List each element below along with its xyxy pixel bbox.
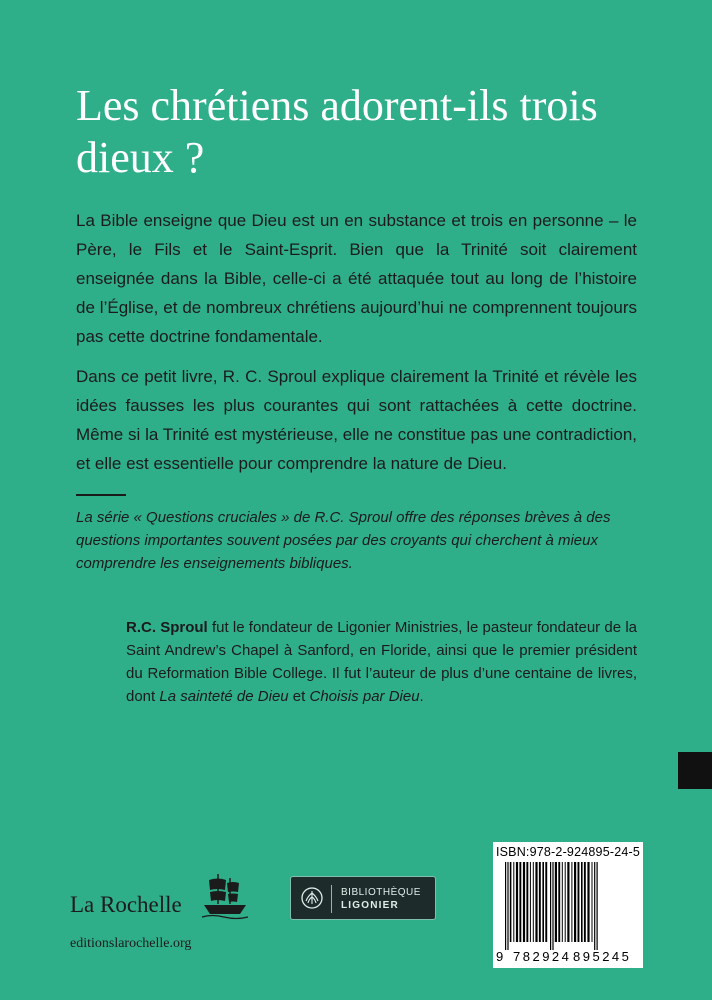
barcode-bar bbox=[574, 862, 576, 942]
barcode-bar bbox=[555, 862, 557, 942]
barcode-bar bbox=[530, 862, 531, 942]
blurb bbox=[76, 206, 637, 489]
imprint-line-1: BIBLIOTHÈQUE bbox=[341, 887, 421, 898]
barcode-bar bbox=[545, 862, 547, 942]
barcode-bar bbox=[587, 862, 589, 942]
barcode-bar bbox=[519, 862, 521, 942]
publisher-logo bbox=[70, 870, 270, 920]
author-bio bbox=[126, 616, 637, 708]
barcode-bar bbox=[565, 862, 566, 942]
divider-rule bbox=[76, 494, 126, 496]
isbn-digit-group-1: 782924 bbox=[513, 949, 572, 964]
barcode-bar bbox=[513, 862, 514, 942]
barcode-bar bbox=[526, 862, 528, 942]
book-title-1: La sainteté de Dieu bbox=[159, 688, 289, 705]
barcode-bar bbox=[571, 862, 572, 942]
barcode-bar bbox=[516, 862, 518, 942]
barcode-bar bbox=[507, 862, 508, 950]
barcode-bars bbox=[493, 862, 643, 950]
barcode-bar bbox=[550, 862, 551, 950]
barcode-bar bbox=[581, 862, 583, 942]
isbn-barcode bbox=[493, 842, 643, 968]
cover-title: Les chrétiens adorent-ils trois dieux ? bbox=[76, 81, 598, 182]
barcode-bar bbox=[567, 862, 569, 942]
series-note: La série « Questions cruciales » de R.C. Sproul offre des réponses brèves à des questions importantes souvent posées par des croyants qui cherchent à mieux comprendre les enseignements bibliques. bbox=[76, 509, 611, 572]
author-name: R.C. Sproul bbox=[126, 619, 208, 636]
isbn-label: ISBN:978-2-924895-24-5 bbox=[495, 845, 641, 859]
barcode-bar bbox=[592, 862, 593, 942]
barcode-bar bbox=[505, 862, 506, 950]
imprint-line-2: LIGONIER bbox=[341, 900, 399, 911]
edge-marker bbox=[678, 752, 712, 789]
bio-text-3: . bbox=[419, 688, 424, 705]
barcode-bar bbox=[584, 862, 586, 942]
publisher-name: La Rochelle bbox=[70, 892, 182, 917]
imprint-badge bbox=[290, 876, 436, 920]
bio-text-1: fut le fondateur de Ligonier Ministries, le pasteur fondateur de la Saint Andrew’s Chapel à Sanford, en Floride, ainsi que le premier président du Reformation Bible College. Il fut l’auteur de plus d’une centaine de livres, dont bbox=[126, 619, 637, 705]
barcode-bar bbox=[558, 862, 560, 942]
isbn-digit-lead: 9 bbox=[496, 949, 504, 964]
publisher-website: editionslarochelle.org bbox=[70, 936, 192, 951]
barcode-bar bbox=[523, 862, 525, 942]
barcode-bar bbox=[552, 862, 553, 950]
barcode-bar bbox=[533, 862, 534, 942]
blurb-paragraph-2: Dans ce petit livre, R. C. Sproul explique clairement la Trinité et révèle les idées fausses les plus courantes qui sont rattachées à cette doctrine. Même si la Trinité est mystérieuse, elle ne constitue pas une contradiction, et elle est essentielle pour comprendre la nature de Dieu. bbox=[76, 367, 637, 473]
ship-icon bbox=[200, 870, 250, 920]
barcode-bar bbox=[539, 862, 541, 942]
barcode-bar bbox=[578, 862, 580, 942]
isbn-digit-group-2: 895245 bbox=[573, 949, 632, 964]
isbn-digits bbox=[493, 949, 643, 965]
imprint-divider bbox=[331, 885, 332, 913]
barcode-bar bbox=[562, 862, 563, 942]
barcode-bar bbox=[535, 862, 537, 942]
blurb-paragraph-1: La Bible enseigne que Dieu est un en substance et trois en personne – le Père, le Fils et le Saint-Esprit. Bien que la Trinité soit clairement enseignée dans la Bible, celle-ci a été attaquée tout au long de l’histoire de l’Église, et de nombreux chrétiens aujourd’hui ne comprennent toujours pas cette doctrine fondamentale. bbox=[76, 211, 637, 346]
ligonier-icon bbox=[301, 887, 323, 909]
book-title-2: Choisis par Dieu bbox=[309, 688, 420, 705]
bio-text-2: et bbox=[288, 688, 310, 705]
imprint-text bbox=[341, 886, 421, 912]
barcode-bar bbox=[597, 862, 598, 950]
barcode-bar bbox=[510, 862, 512, 942]
barcode-bar bbox=[542, 862, 544, 942]
barcode-bar bbox=[594, 862, 595, 950]
